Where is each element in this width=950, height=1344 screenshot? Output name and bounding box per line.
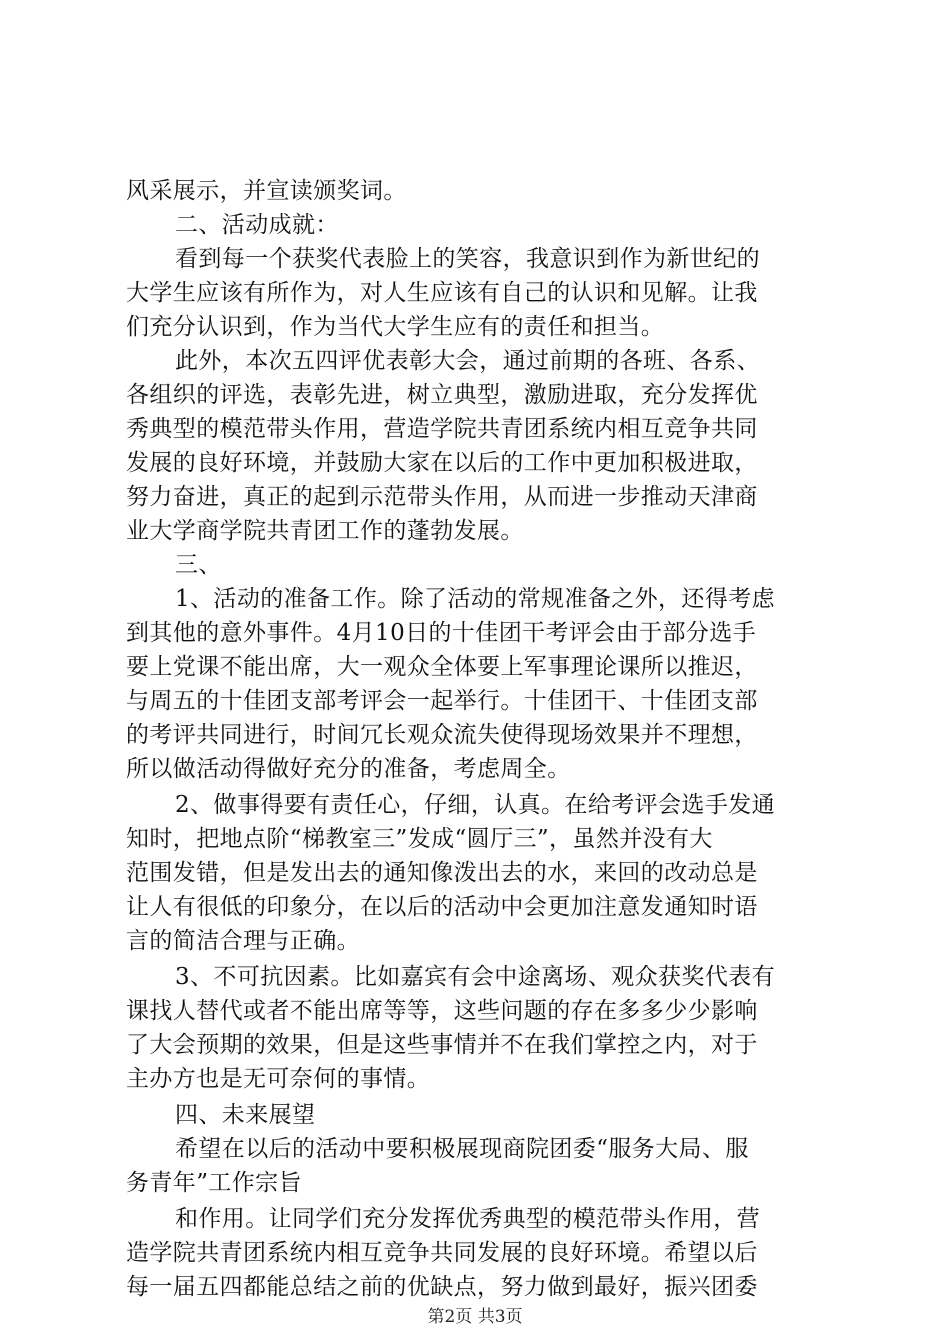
text-line: 的考评共同进行，时间冗长观众流失使得现场效果并不理想，	[126, 722, 758, 748]
text-line: 秀典型的模范带头作用，营造学院共青团系统内相互竞争共同	[126, 416, 758, 442]
text-line: 3、不可抗因素。比如嘉宾有会中途离场、观众获奖代表有	[175, 964, 776, 990]
text-line: 与周五的十佳团支部考评会一起举行。十佳团干、十佳团支部	[126, 688, 758, 714]
text-line: 言的简洁合理与正确。	[126, 928, 360, 954]
text-line: 所以做活动得做好充分的准备，考虑周全。	[126, 756, 571, 782]
text-line: 1、活动的准备工作。除了活动的常规准备之外，还得考虑	[175, 586, 776, 612]
text-line: 课找人替代或者不能出席等等，这些问题的存在多多少少影响	[126, 998, 758, 1024]
text-line: 大学生应该有所作为，对人生应该有自己的认识和见解。让我	[126, 280, 758, 306]
text-line: 们充分认识到，作为当代大学生应有的责任和担当。	[126, 314, 665, 340]
text-line: 让人有很低的印象分，在以后的活动中会更加注意发通知时语	[126, 894, 758, 920]
text-line: 2、做事得要有责任心，仔细，认真。在给考评会选手发通	[175, 792, 776, 818]
text-line: 到其他的意外事件。4月10日的十佳团干考评会由于部分选手	[126, 620, 757, 646]
section-heading: 三、	[175, 552, 222, 578]
text-line: 每一届五四都能总结之前的优缺点，努力做到最好，振兴团委	[126, 1274, 758, 1300]
text-line: 知时，把地点阶“梯教室三”发成“圆厅三”，虽然并没有大	[126, 826, 713, 852]
text-line: 各组织的评选，表彰先进，树立典型，激励进取，充分发挥优	[126, 382, 758, 408]
text-line: 范围发错，但是发出去的通知像泼出去的水，来回的改动总是	[126, 860, 758, 886]
text-line: 看到每一个获奖代表脸上的笑容，我意识到作为新世纪的	[175, 246, 760, 272]
text-line: 业大学商学院共青团工作的蓬勃发展。	[126, 518, 524, 544]
section-heading: 四、未来展望	[175, 1102, 316, 1128]
text-line: 希望在以后的活动中要积极展现商院团委“服务大局、服	[175, 1136, 749, 1162]
text-line: 造学院共青团系统内相互竞争共同发展的良好环境。希望以后	[126, 1240, 758, 1266]
page-number-footer: 第2页 共3页	[427, 1307, 523, 1327]
text-line: 此外，本次五四评优表彰大会，通过前期的各班、各系、	[175, 348, 760, 374]
text-line: 了大会预期的效果，但是这些事情并不在我们掌控之内，对于	[126, 1032, 758, 1058]
text-line: 发展的良好环境，并鼓励大家在以后的工作中更加积极进取，	[126, 450, 758, 476]
text-line: 务青年”工作宗旨	[126, 1170, 302, 1196]
text-line: 和作用。让同学们充分发挥优秀典型的模范带头作用，营	[175, 1206, 760, 1232]
text-line: 主办方也是无可奈何的事情。	[126, 1066, 431, 1092]
text-line: 要上党课不能出席，大一观众全体要上军事理论课所以推迟，	[126, 654, 758, 680]
text-line: 风采展示，并宣读颁奖词。	[126, 178, 407, 204]
text-line: 二、活动成就：	[175, 212, 339, 238]
text-line: 努力奋进，真正的起到示范带头作用，从而进一步推动天津商	[126, 484, 758, 510]
